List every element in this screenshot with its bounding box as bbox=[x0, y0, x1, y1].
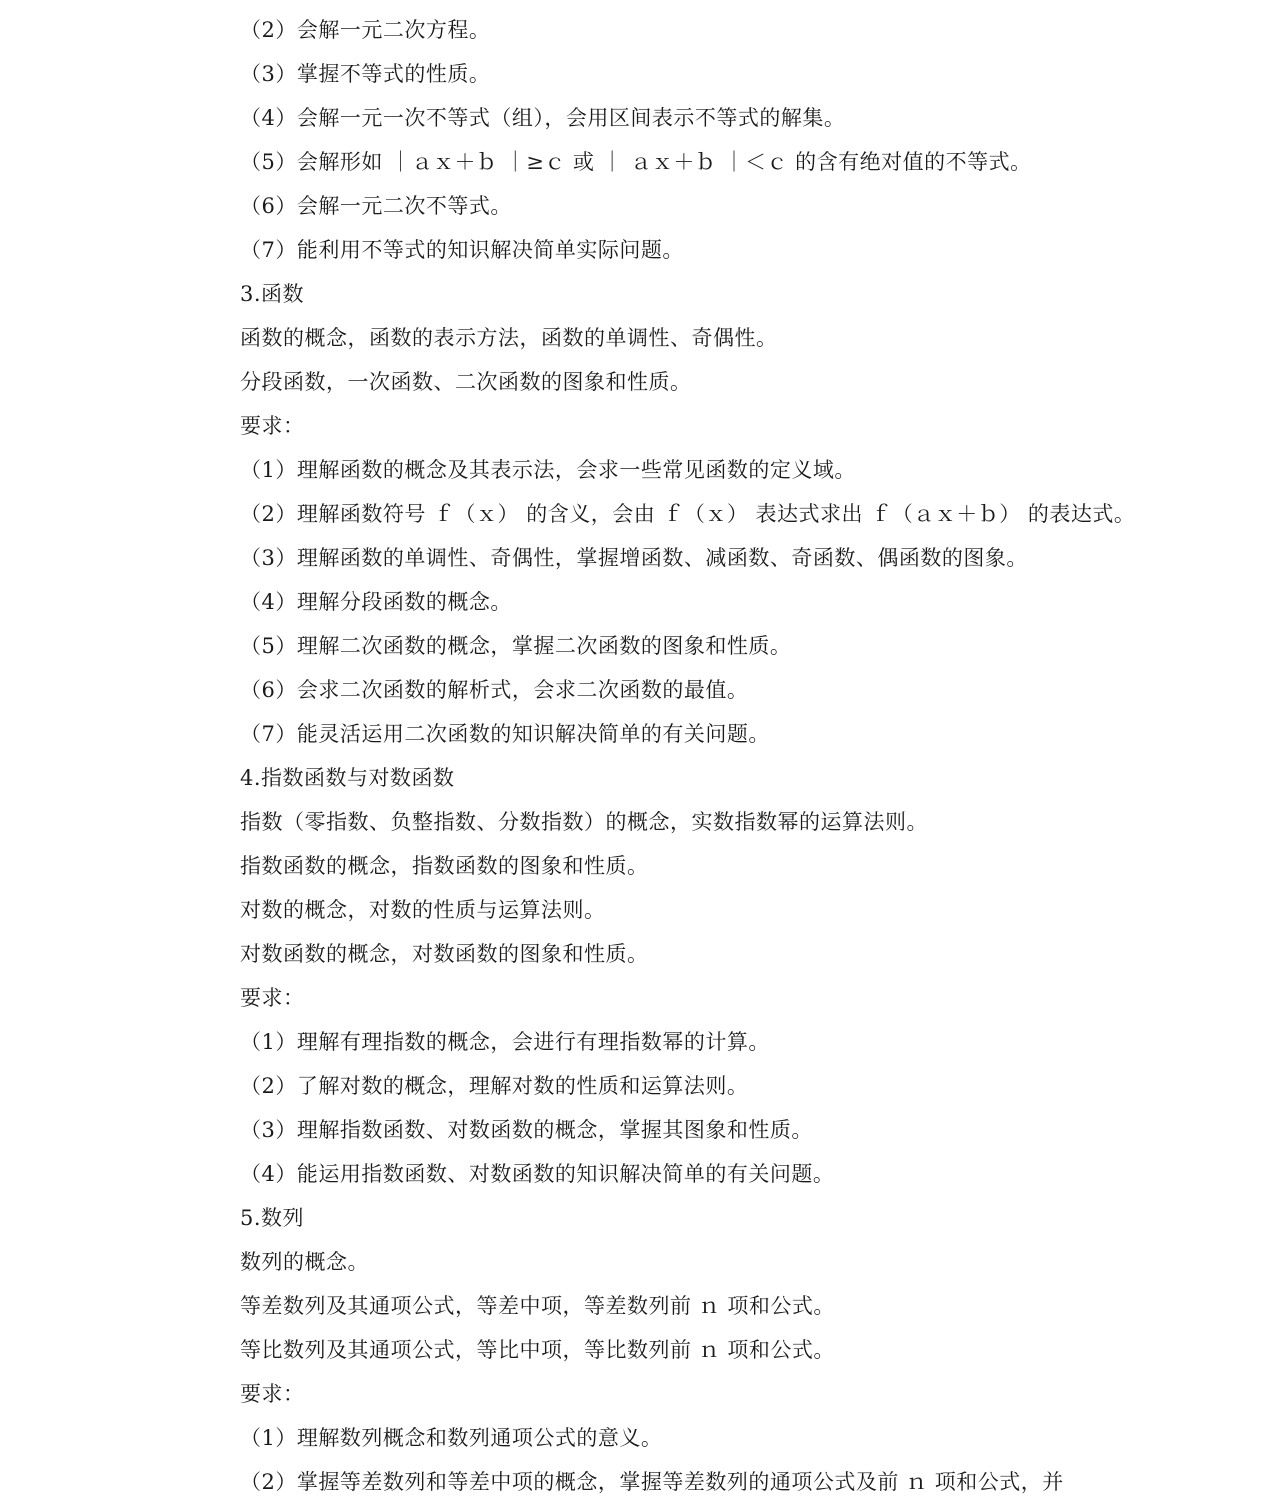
requirement-item: （3）理解指数函数、对数函数的概念，掌握其图象和性质。 bbox=[240, 1118, 813, 1142]
content-paragraph: 指数（零指数、负整指数、分数指数）的概念，实数指数幂的运算法则。 bbox=[240, 810, 928, 834]
requirements-label: 要求： bbox=[240, 986, 305, 1010]
section-heading: 3.函数 bbox=[240, 282, 305, 306]
requirement-item: （3）掌握不等式的性质。 bbox=[240, 62, 491, 86]
requirement-item: （7）能利用不等式的知识解决简单实际问题。 bbox=[240, 238, 684, 262]
requirement-item: （4）会解一元一次不等式（组），会用区间表示不等式的解集。 bbox=[240, 106, 846, 130]
requirement-item: （7）能灵活运用二次函数的知识解决简单的有关问题。 bbox=[240, 722, 770, 746]
requirement-item: （2）会解一元二次方程。 bbox=[240, 18, 491, 42]
section-heading: 5.数列 bbox=[240, 1206, 305, 1230]
requirement-item: （2）了解对数的概念，理解对数的性质和运算法则。 bbox=[240, 1074, 749, 1098]
requirement-item: （4）理解分段函数的概念。 bbox=[240, 590, 512, 614]
content-paragraph: 等差数列及其通项公式，等差中项，等差数列前 ｎ 项和公式。 bbox=[240, 1294, 835, 1318]
requirement-item: （3）理解函数的单调性、奇偶性，掌握增函数、减函数、奇函数、偶函数的图象。 bbox=[240, 546, 1028, 570]
requirement-item: （6）会解一元二次不等式。 bbox=[240, 194, 512, 218]
requirement-item: （1）理解有理指数的概念，会进行有理指数幂的计算。 bbox=[240, 1030, 770, 1054]
section-heading: 4.指数函数与对数函数 bbox=[240, 766, 455, 790]
content-paragraph: 对数函数的概念，对数函数的图象和性质。 bbox=[240, 942, 649, 966]
content-paragraph: 函数的概念，函数的表示方法，函数的单调性、奇偶性。 bbox=[240, 326, 778, 350]
requirement-item: （2）理解函数符号 ｆ（ｘ） 的含义，会由 ｆ（ｘ） 表达式求出 ｆ（ａｘ＋ｂ） 的表达式。 bbox=[240, 502, 1136, 526]
requirement-item: （1）理解数列概念和数列通项公式的意义。 bbox=[240, 1426, 663, 1450]
content-paragraph: 分段函数，一次函数、二次函数的图象和性质。 bbox=[240, 370, 692, 394]
requirement-item: （2）掌握等差数列和等差中项的概念，掌握等差数列的通项公式及前 ｎ 项和公式，并 bbox=[240, 1470, 1064, 1494]
content-paragraph: 等比数列及其通项公式，等比中项，等比数列前 ｎ 项和公式。 bbox=[240, 1338, 835, 1362]
content-paragraph: 数列的概念。 bbox=[240, 1250, 369, 1274]
requirement-item: （6）会求二次函数的解析式，会求二次函数的最值。 bbox=[240, 678, 749, 702]
requirements-label: 要求： bbox=[240, 414, 305, 438]
document-page bbox=[0, 8, 1280, 1504]
content-paragraph: 对数的概念，对数的性质与运算法则。 bbox=[240, 898, 606, 922]
requirement-item: （4）能运用指数函数、对数函数的知识解决简单的有关问题。 bbox=[240, 1162, 835, 1186]
content-paragraph: 指数函数的概念，指数函数的图象和性质。 bbox=[240, 854, 649, 878]
requirement-item: （5）会解形如 ｜ａｘ＋ｂ ｜≥ｃ 或 ｜ ａｘ＋ｂ ｜＜ｃ 的含有绝对值的不等式。 bbox=[240, 150, 1032, 174]
requirement-item: （5）理解二次函数的概念，掌握二次函数的图象和性质。 bbox=[240, 634, 792, 658]
requirement-item: （1）理解函数的概念及其表示法，会求一些常见函数的定义域。 bbox=[240, 458, 856, 482]
requirements-label: 要求： bbox=[240, 1382, 305, 1406]
